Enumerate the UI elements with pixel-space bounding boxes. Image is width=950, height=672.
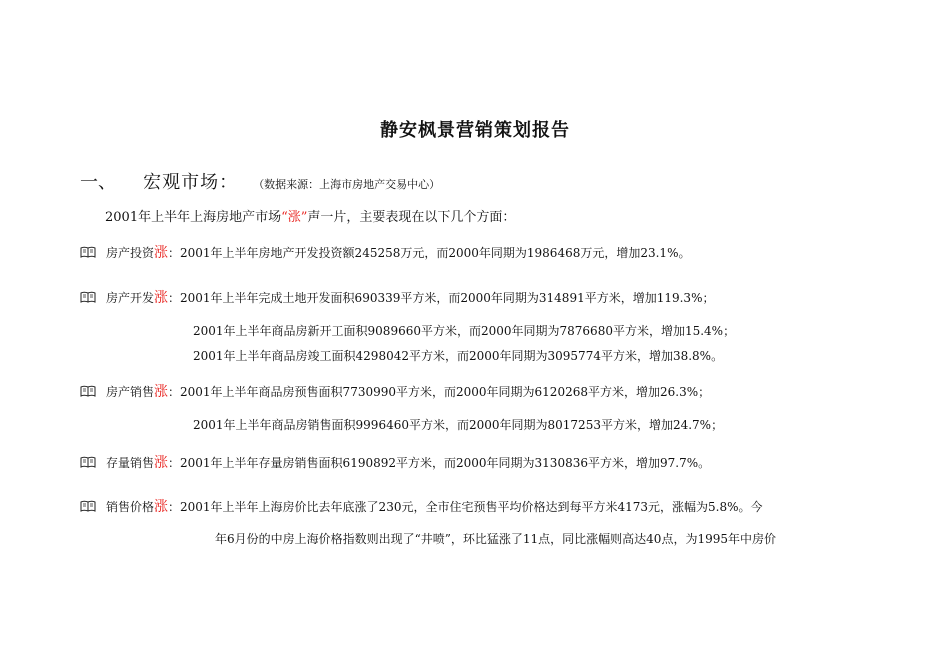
item-sub-line: 2001年上半年商品房新开工面积9089660平方米，而2000年同期为7876680平方米，增加15.4%； bbox=[193, 324, 736, 338]
item-text: ：2001年上半年商品房预售面积7730990平方米，而2000年同期为6120268平方米，增加26.3%； bbox=[168, 385, 711, 399]
bullet-item-stock-sales bbox=[80, 452, 710, 472]
open-book-icon bbox=[80, 246, 96, 258]
item-text: ：2001年上半年上海房价比去年底涨了230元，全市住宅预售平均价格达到每平方米4173元，涨幅为5.8%。今 bbox=[168, 500, 763, 514]
item-rise-mark: 涨 bbox=[154, 290, 169, 306]
section-heading bbox=[80, 168, 440, 194]
item-sub-line: 2001年上半年商品房销售面积9996460平方米，而2000年同期为8017253平方米，增加24.7%； bbox=[193, 418, 724, 432]
item-text: ：2001年上半年存量房销售面积6190892平方米，而2000年同期为3130836平方米，增加97.7%。 bbox=[168, 456, 711, 470]
bullet-item-development bbox=[80, 287, 714, 307]
intro-text-after: 声一片，主要表现在以下几个方面： bbox=[307, 210, 516, 225]
item-category: 房产投资 bbox=[106, 246, 155, 260]
item-rise-mark: 涨 bbox=[154, 455, 169, 471]
open-book-icon bbox=[80, 456, 96, 468]
item-category: 销售价格 bbox=[106, 500, 155, 514]
section-name: 宏观市场： bbox=[143, 172, 239, 193]
bullet-item-investment bbox=[80, 242, 690, 262]
item-rise-mark: 涨 bbox=[154, 245, 169, 261]
item-category: 存量销售 bbox=[106, 456, 155, 470]
open-book-icon bbox=[80, 385, 96, 397]
bullet-item-sales bbox=[80, 381, 710, 401]
bullet-item-price bbox=[80, 496, 763, 516]
item-rise-mark: 涨 bbox=[154, 384, 169, 400]
open-book-icon bbox=[80, 500, 96, 512]
item-sub-line: 2001年上半年商品房竣工面积4298042平方米，而2000年同期为3095774平方米，增加38.8%。 bbox=[193, 349, 724, 363]
intro-paragraph bbox=[105, 206, 515, 225]
item-text: ：2001年上半年房地产开发投资额245258万元，而2000年同期为1986468万元，增加23.1%。 bbox=[168, 246, 691, 260]
item-sub-line: 年6月份的中房上海价格指数则出现了“井喷”，环比猛涨了11点，同比涨幅则高达40点，为1995年中房价 bbox=[215, 532, 776, 546]
open-book-icon bbox=[80, 291, 96, 303]
item-category: 房产销售 bbox=[106, 385, 155, 399]
item-rise-mark: 涨 bbox=[154, 499, 169, 515]
data-source-note: （数据来源：上海市房地产交易中心） bbox=[253, 178, 441, 191]
item-category: 房产开发 bbox=[106, 291, 155, 305]
report-title: 静安枫景营销策划报告 bbox=[380, 120, 570, 141]
item-text: ：2001年上半年完成土地开发面积690339平方米，而2000年同期为314891平方米，增加119.3%； bbox=[168, 291, 715, 305]
intro-highlight: “涨” bbox=[281, 210, 308, 225]
intro-text-before: 2001年上半年上海房地产市场 bbox=[105, 210, 282, 225]
section-number: 一、 bbox=[80, 172, 116, 193]
